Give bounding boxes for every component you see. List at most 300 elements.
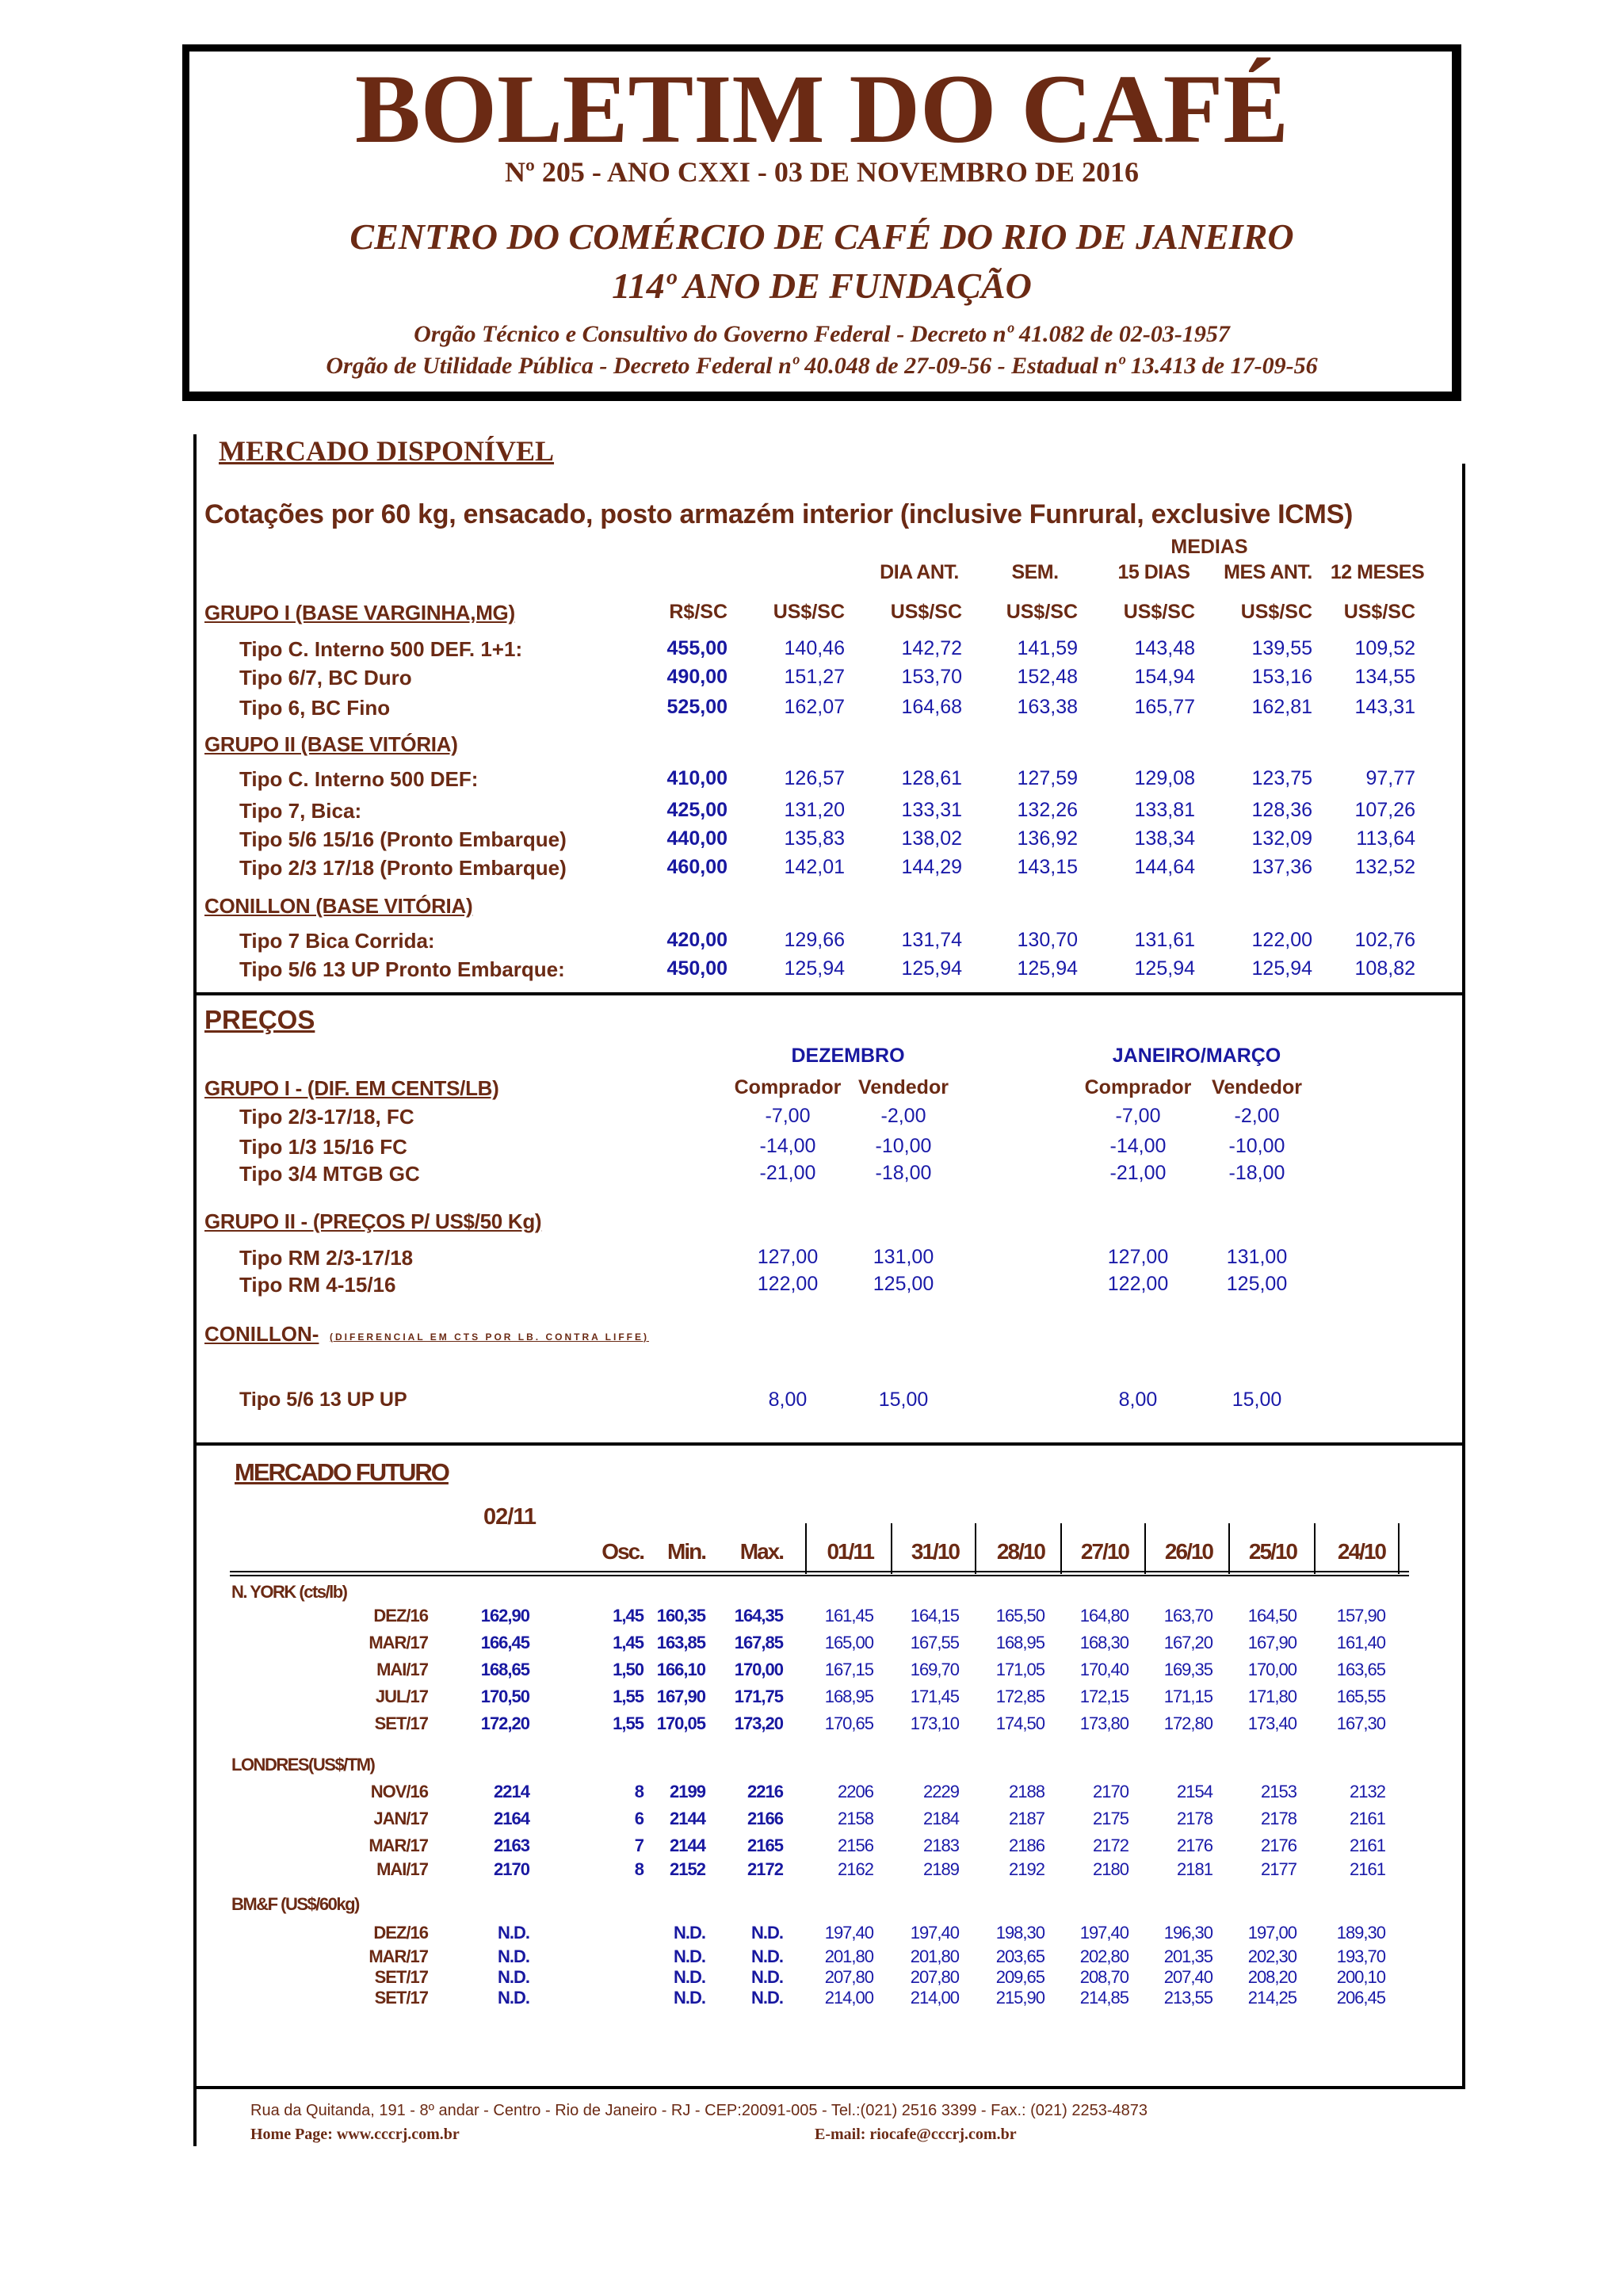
max-price: 164,35 <box>734 1606 783 1626</box>
comprador-header: Comprador <box>734 1076 842 1098</box>
price-value: 127,00 <box>1107 1246 1169 1268</box>
history-price: 197,00 <box>1247 1923 1296 1943</box>
table-row <box>0 1660 1623 1685</box>
divider-footer <box>193 2086 1465 2089</box>
history-price: 173,40 <box>1247 1713 1296 1733</box>
usd-value: 122,00 <box>1251 929 1312 951</box>
vendedor-header: Vendedor <box>858 1076 949 1098</box>
contract-month: MAR/17 <box>369 1836 428 1855</box>
column-header: 27/10 <box>1080 1539 1128 1564</box>
group-name: GRUPO II - (PREÇOS P/ US$/50 Kg) <box>204 1209 542 1233</box>
history-price: 172,85 <box>995 1687 1044 1706</box>
current-price: 170,50 <box>480 1687 529 1706</box>
usd-value: 142,72 <box>901 637 962 659</box>
unit-header: R$/SC <box>669 601 727 623</box>
history-price: 202,80 <box>1079 1946 1128 1966</box>
comprador-header: Comprador <box>1084 1076 1192 1098</box>
column-header: Min. <box>667 1539 705 1564</box>
history-price: 2175 <box>1093 1809 1128 1828</box>
group-name: CONILLON (BASE VITÓRIA) <box>204 894 473 918</box>
current-price: 2164 <box>494 1809 529 1828</box>
org-name: CENTRO DO COMÉRCIO DE CAFÉ DO RIO DE JANEIRO <box>349 216 1294 257</box>
history-price: 2176 <box>1261 1836 1296 1855</box>
history-price: 171,05 <box>995 1660 1044 1679</box>
oscillation: 7 <box>634 1836 643 1855</box>
history-price: 189,30 <box>1336 1923 1385 1943</box>
max-price: 2165 <box>747 1836 783 1855</box>
history-price: 2189 <box>923 1859 959 1879</box>
history-price: 2192 <box>1009 1859 1044 1879</box>
history-price: 206,45 <box>1336 1988 1385 2008</box>
futuro-header-line <box>230 1571 1409 1572</box>
history-price: 2206 <box>838 1782 873 1801</box>
history-price: 171,45 <box>910 1687 959 1706</box>
column-header: Osc. <box>601 1539 643 1564</box>
history-price: 2154 <box>1177 1782 1212 1801</box>
unit-header: US$/SC <box>1343 601 1415 623</box>
history-price: 197,40 <box>1079 1923 1128 1943</box>
usd-value: 143,31 <box>1354 696 1415 718</box>
price-value: 15,00 <box>1232 1389 1282 1411</box>
divider-futuro <box>193 1442 1465 1446</box>
price-value: -10,00 <box>1228 1135 1285 1157</box>
brl-value: 440,00 <box>666 827 727 850</box>
history-price: 203,65 <box>995 1946 1044 1966</box>
min-price: 170,05 <box>656 1713 705 1733</box>
futuro-header-line-2 <box>230 1575 1409 1576</box>
oscillation: 1,45 <box>613 1633 643 1652</box>
row-label: Tipo 3/4 MTGB GC <box>239 1162 420 1186</box>
column-header: 15 DIAS <box>1117 561 1190 583</box>
usd-value: 163,38 <box>1017 696 1078 718</box>
oscillation: 1,55 <box>613 1687 643 1706</box>
usd-value: 113,64 <box>1356 827 1415 850</box>
price-value: -2,00 <box>880 1105 926 1127</box>
table-row <box>0 1246 1623 1274</box>
issue-line: Nº 205 - ANO CXXI - 03 DE NOVEMBRO DE 2016 <box>505 156 1139 188</box>
usd-value: 164,68 <box>901 696 962 718</box>
history-price: 164,50 <box>1247 1606 1296 1626</box>
usd-value: 125,94 <box>1017 957 1078 980</box>
column-separator <box>975 1523 976 1574</box>
usd-value: 142,01 <box>784 856 845 878</box>
usd-value: 107,26 <box>1354 799 1415 821</box>
history-price: 197,40 <box>910 1923 959 1943</box>
row-label: Tipo 6, BC Fino <box>239 696 391 720</box>
history-price: 208,20 <box>1247 1967 1296 1987</box>
table-row <box>0 1389 1623 1417</box>
history-price: 165,00 <box>824 1633 873 1652</box>
history-price: 173,10 <box>910 1713 959 1733</box>
unit-header: US$/SC <box>1240 601 1312 623</box>
usd-value: 127,59 <box>1017 767 1078 789</box>
usd-value: 139,55 <box>1251 637 1312 659</box>
usd-value: 131,74 <box>901 929 962 951</box>
history-price: 197,40 <box>824 1923 873 1943</box>
table-row <box>0 696 1623 724</box>
usd-value: 141,59 <box>1017 637 1078 659</box>
usd-value: 131,61 <box>1134 929 1195 951</box>
max-price: N.D. <box>751 1946 783 1966</box>
history-price: 171,15 <box>1163 1687 1212 1706</box>
brl-value: 450,00 <box>666 957 727 980</box>
history-price: 2161 <box>1350 1809 1385 1828</box>
row-label: Tipo RM 4-15/16 <box>239 1273 396 1297</box>
usd-value: 125,94 <box>1251 957 1312 980</box>
table-row <box>0 1988 1623 2013</box>
table-row <box>0 1606 1623 1631</box>
usd-value: 132,09 <box>1251 827 1312 850</box>
usd-value: 129,08 <box>1134 767 1195 789</box>
column-separator <box>1060 1523 1062 1574</box>
usd-value: 162,81 <box>1251 696 1312 718</box>
table-row <box>0 957 1623 986</box>
market-name: BM&F (US$/60kg) <box>231 1894 359 1914</box>
min-price: 160,35 <box>656 1606 705 1626</box>
history-price: 168,30 <box>1079 1633 1128 1652</box>
history-price: 164,80 <box>1079 1606 1128 1626</box>
history-price: 202,30 <box>1247 1946 1296 1966</box>
row-label: Tipo 5/6 13 UP Pronto Embarque: <box>239 957 565 981</box>
oscillation: 1,50 <box>613 1660 643 1679</box>
min-price: N.D. <box>674 1988 705 2008</box>
table-row <box>0 1273 1623 1301</box>
oscillation: 1,55 <box>613 1713 643 1733</box>
history-price: 167,30 <box>1336 1713 1385 1733</box>
history-price: 168,95 <box>995 1633 1044 1652</box>
usd-value: 154,94 <box>1134 666 1195 688</box>
price-value: 122,00 <box>1107 1273 1169 1295</box>
min-price: 2144 <box>670 1836 705 1855</box>
table-row <box>0 666 1623 694</box>
current-price: N.D. <box>498 1923 529 1943</box>
min-price: 167,90 <box>656 1687 705 1706</box>
history-price: 2183 <box>923 1836 959 1855</box>
contract-month: MAI/17 <box>376 1660 428 1679</box>
usd-value: 165,77 <box>1134 696 1195 718</box>
history-price: 2132 <box>1350 1782 1385 1801</box>
history-price: 169,35 <box>1163 1660 1212 1679</box>
price-value: -18,00 <box>875 1162 932 1184</box>
current-price: 172,20 <box>480 1713 529 1733</box>
column-header: 25/10 <box>1248 1539 1296 1564</box>
footer-address: Rua da Quitanda, 191 - 8º andar - Centro - Rio de Janeiro - RJ - CEP:20091-005 - Tel.:(021) 2516 3399 - Fax.: (021) 2253-4873 <box>250 2102 1148 2119</box>
history-price: 170,65 <box>824 1713 873 1733</box>
history-price: 207,80 <box>910 1967 959 1987</box>
usd-value: 129,66 <box>784 929 845 951</box>
history-price: 196,30 <box>1163 1923 1212 1943</box>
table-row <box>0 1859 1623 1885</box>
vendedor-header: Vendedor <box>1212 1076 1302 1098</box>
column-header: SEM. <box>1011 561 1059 583</box>
history-price: 2161 <box>1350 1836 1385 1855</box>
history-price: 172,15 <box>1079 1687 1128 1706</box>
history-price: 167,15 <box>824 1660 873 1679</box>
column-header: 31/10 <box>911 1539 959 1564</box>
row-label: Tipo RM 2/3-17/18 <box>239 1246 414 1270</box>
history-price: 2158 <box>838 1809 873 1828</box>
current-price: 2170 <box>494 1859 529 1879</box>
max-price: 2216 <box>747 1782 783 1801</box>
max-price: N.D. <box>751 1967 783 1987</box>
oscillation: 1,45 <box>613 1606 643 1626</box>
history-price: 163,70 <box>1163 1606 1212 1626</box>
current-price: 166,45 <box>480 1633 529 1652</box>
current-price: 2163 <box>494 1836 529 1855</box>
row-label: Tipo 1/3 15/16 FC <box>239 1135 407 1159</box>
usd-value: 102,76 <box>1354 929 1415 951</box>
column-header: MES ANT. <box>1224 561 1312 583</box>
max-price: 170,00 <box>734 1660 783 1679</box>
row-label: Tipo 7, Bica: <box>239 799 362 823</box>
contract-month: DEZ/16 <box>373 1606 428 1626</box>
unit-header: US$/SC <box>1006 601 1078 623</box>
usd-value: 133,31 <box>901 799 962 821</box>
market-name: N. YORK (cts/lb) <box>231 1582 347 1602</box>
history-price: 2180 <box>1093 1859 1128 1879</box>
table-row <box>0 1782 1623 1807</box>
usd-value: 128,36 <box>1251 799 1312 821</box>
history-price: 208,70 <box>1079 1967 1128 1987</box>
contract-month: DEZ/16 <box>373 1923 428 1943</box>
usd-value: 138,34 <box>1134 827 1195 850</box>
current-price: 168,65 <box>480 1660 529 1679</box>
table-row <box>0 1162 1623 1190</box>
group-name: GRUPO I (BASE VARGINHA,MG) <box>204 601 515 625</box>
futuro-date: 02/11 <box>483 1504 536 1530</box>
min-price: 2152 <box>670 1859 705 1879</box>
history-price: 2162 <box>838 1859 873 1879</box>
history-price: 2229 <box>923 1782 959 1801</box>
oscillation: 8 <box>634 1782 643 1801</box>
history-price: 207,80 <box>824 1967 873 1987</box>
table-row <box>0 1836 1623 1861</box>
column-separator <box>805 1523 807 1574</box>
table-row <box>0 929 1623 957</box>
market-name: LONDRES(US$/TM) <box>231 1755 375 1775</box>
min-price: N.D. <box>674 1923 705 1943</box>
conillon-note: (DIFERENCIAL EM CTS POR LB. CONTRA LIFFE) <box>330 1331 649 1343</box>
column-header: 26/10 <box>1164 1539 1212 1564</box>
usd-value: 128,61 <box>901 767 962 789</box>
history-price: 165,55 <box>1336 1687 1385 1706</box>
contract-month: JAN/17 <box>373 1809 428 1828</box>
row-label: Tipo 2/3-17/18, FC <box>239 1105 414 1129</box>
usd-value: 130,70 <box>1017 929 1078 951</box>
price-value: 15,00 <box>878 1389 929 1411</box>
usd-value: 140,46 <box>784 637 845 659</box>
decree-line-1: Orgão Técnico e Consultivo do Governo Federal - Decreto nº 41.082 de 02-03-1957 <box>414 321 1230 347</box>
contract-month: NOV/16 <box>370 1782 428 1801</box>
price-value: -10,00 <box>875 1135 932 1157</box>
disponivel-subtitle: Cotações por 60 kg, ensacado, posto armazém interior (inclusive Funrural, exclusive ICMS) <box>204 499 1353 529</box>
table-row <box>0 827 1623 856</box>
history-price: 2181 <box>1177 1859 1212 1879</box>
price-value: -21,00 <box>759 1162 816 1184</box>
brl-value: 455,00 <box>666 637 727 659</box>
row-label: Tipo C. Interno 500 DEF: <box>239 767 479 791</box>
history-price: 214,25 <box>1247 1988 1296 2008</box>
period-dezembro: DEZEMBRO <box>791 1045 905 1067</box>
contract-month: SET/17 <box>374 1988 428 2008</box>
column-header: 24/10 <box>1337 1539 1385 1564</box>
history-price: 213,55 <box>1163 1988 1212 2008</box>
table-row <box>0 1135 1623 1163</box>
row-label: Tipo 7 Bica Corrida: <box>239 929 435 953</box>
column-separator <box>1228 1523 1230 1574</box>
usd-value: 162,07 <box>784 696 845 718</box>
price-value: 122,00 <box>757 1273 819 1295</box>
table-row <box>0 1809 1623 1834</box>
brl-value: 460,00 <box>666 856 727 878</box>
usd-value: 125,94 <box>901 957 962 980</box>
price-value: -14,00 <box>1109 1135 1167 1157</box>
usd-value: 144,64 <box>1134 856 1195 878</box>
usd-value: 135,83 <box>784 827 845 850</box>
row-label: Tipo 5/6 15/16 (Pronto Embarque) <box>239 827 567 851</box>
history-price: 193,70 <box>1336 1946 1385 1966</box>
row-label: Tipo 5/6 13 UP UP <box>239 1389 407 1411</box>
usd-value: 144,29 <box>901 856 962 878</box>
usd-value: 125,94 <box>1134 957 1195 980</box>
medias-label: MEDIAS <box>1170 536 1248 558</box>
usd-value: 136,92 <box>1017 827 1078 850</box>
column-separator <box>1144 1523 1146 1574</box>
oscillation: 6 <box>634 1809 643 1828</box>
decree-line-2: Orgão de Utilidade Pública - Decreto Federal nº 40.048 de 27-09-56 - Estadual nº 13.413 de 17-09-56 <box>326 353 1318 379</box>
history-price: 2177 <box>1261 1859 1296 1879</box>
brl-value: 490,00 <box>666 666 727 688</box>
price-value: 125,00 <box>1226 1273 1288 1295</box>
history-price: 165,50 <box>995 1606 1044 1626</box>
history-price: 201,35 <box>1163 1946 1212 1966</box>
usd-value: 126,57 <box>784 767 845 789</box>
column-separator <box>1314 1523 1316 1574</box>
column-separator <box>1398 1523 1400 1574</box>
group-name: GRUPO I - (DIF. EM CENTS/LB) <box>204 1076 499 1100</box>
history-price: 2176 <box>1177 1836 1212 1855</box>
max-price: N.D. <box>751 1988 783 2008</box>
bulletin-title: BOLETIM DO CAFÉ <box>354 55 1289 163</box>
history-price: 174,50 <box>995 1713 1044 1733</box>
history-price: 163,65 <box>1336 1660 1385 1679</box>
history-price: 167,20 <box>1163 1633 1212 1652</box>
price-value: -7,00 <box>1115 1105 1161 1127</box>
max-price: 171,75 <box>734 1687 783 1706</box>
usd-value: 143,15 <box>1017 856 1078 878</box>
price-value: 125,00 <box>873 1273 934 1295</box>
column-header: Max. <box>739 1539 783 1564</box>
current-price: 2214 <box>494 1782 529 1801</box>
price-value: 8,00 <box>1118 1389 1158 1411</box>
column-header: 01/11 <box>827 1539 873 1564</box>
history-price: 2170 <box>1093 1782 1128 1801</box>
price-value: -18,00 <box>1228 1162 1285 1184</box>
min-price: 2199 <box>670 1782 705 1801</box>
founding-line: 114º ANO DE FUNDAÇÃO <box>612 266 1032 306</box>
current-price: N.D. <box>498 1967 529 1987</box>
usd-value: 152,48 <box>1017 666 1078 688</box>
history-price: 2186 <box>1009 1836 1044 1855</box>
usd-value: 97,77 <box>1365 767 1415 789</box>
brl-value: 420,00 <box>666 929 727 951</box>
footer-email[interactable]: E-mail: riocafe@cccrj.com.br <box>815 2126 1017 2143</box>
price-value: -2,00 <box>1234 1105 1280 1127</box>
history-price: 198,30 <box>995 1923 1044 1943</box>
table-row <box>0 1687 1623 1712</box>
usd-value: 134,55 <box>1354 666 1415 688</box>
contract-month: SET/17 <box>374 1967 428 1987</box>
history-price: 157,90 <box>1336 1606 1385 1626</box>
history-price: 214,00 <box>824 1988 873 2008</box>
column-separator <box>891 1523 892 1574</box>
row-label: Tipo 6/7, BC Duro <box>239 666 412 690</box>
table-row <box>0 1633 1623 1658</box>
table-row <box>0 1105 1623 1133</box>
usd-value: 109,52 <box>1354 637 1415 659</box>
column-header: 12 MESES <box>1330 561 1425 583</box>
period-janeiro-marco: JANEIRO/MARÇO <box>1112 1045 1281 1067</box>
table-row <box>0 637 1623 666</box>
max-price: 173,20 <box>734 1713 783 1733</box>
history-price: 2187 <box>1009 1809 1044 1828</box>
usd-value: 151,27 <box>784 666 845 688</box>
usd-value: 125,94 <box>784 957 845 980</box>
brl-value: 425,00 <box>666 799 727 821</box>
history-price: 209,65 <box>995 1967 1044 1987</box>
history-price: 2172 <box>1093 1836 1128 1855</box>
row-label: Tipo 2/3 17/18 (Pronto Embarque) <box>239 856 567 880</box>
history-price: 170,40 <box>1079 1660 1128 1679</box>
history-price: 201,80 <box>824 1946 873 1966</box>
usd-value: 131,20 <box>784 799 845 821</box>
column-header: DIA ANT. <box>880 561 959 583</box>
history-price: 2161 <box>1350 1859 1385 1879</box>
min-price: N.D. <box>674 1967 705 1987</box>
price-value: -21,00 <box>1109 1162 1167 1184</box>
current-price: N.D. <box>498 1946 529 1966</box>
contract-month: SET/17 <box>374 1713 428 1733</box>
history-price: 161,45 <box>824 1606 873 1626</box>
usd-value: 108,82 <box>1354 957 1415 980</box>
unit-header: US$/SC <box>773 601 845 623</box>
current-price: 162,90 <box>480 1606 529 1626</box>
usd-value: 138,02 <box>901 827 962 850</box>
usd-value: 132,52 <box>1354 856 1415 878</box>
group-name: GRUPO II (BASE VITÓRIA) <box>204 732 458 756</box>
history-price: 215,90 <box>995 1988 1044 2008</box>
price-value: 127,00 <box>757 1246 819 1268</box>
contract-month: MAR/17 <box>369 1946 428 1966</box>
history-price: 172,80 <box>1163 1713 1212 1733</box>
history-price: 2188 <box>1009 1782 1044 1801</box>
history-price: 169,70 <box>910 1660 959 1679</box>
unit-header: US$/SC <box>890 601 962 623</box>
contract-month: MAI/17 <box>376 1859 428 1879</box>
min-price: 163,85 <box>656 1633 705 1652</box>
price-value: -14,00 <box>759 1135 816 1157</box>
price-value: 8,00 <box>768 1389 808 1411</box>
row-label: Tipo C. Interno 500 DEF. 1+1: <box>239 637 523 661</box>
table-row <box>0 1713 1623 1739</box>
history-price: 161,40 <box>1336 1633 1385 1652</box>
section-futuro: MERCADO FUTURO <box>235 1458 449 1486</box>
usd-value: 153,16 <box>1251 666 1312 688</box>
footer-homepage[interactable]: Home Page: www.cccrj.com.br <box>250 2126 460 2143</box>
history-price: 171,80 <box>1247 1687 1296 1706</box>
unit-header: US$/SC <box>1123 601 1195 623</box>
max-price: 2166 <box>747 1809 783 1828</box>
